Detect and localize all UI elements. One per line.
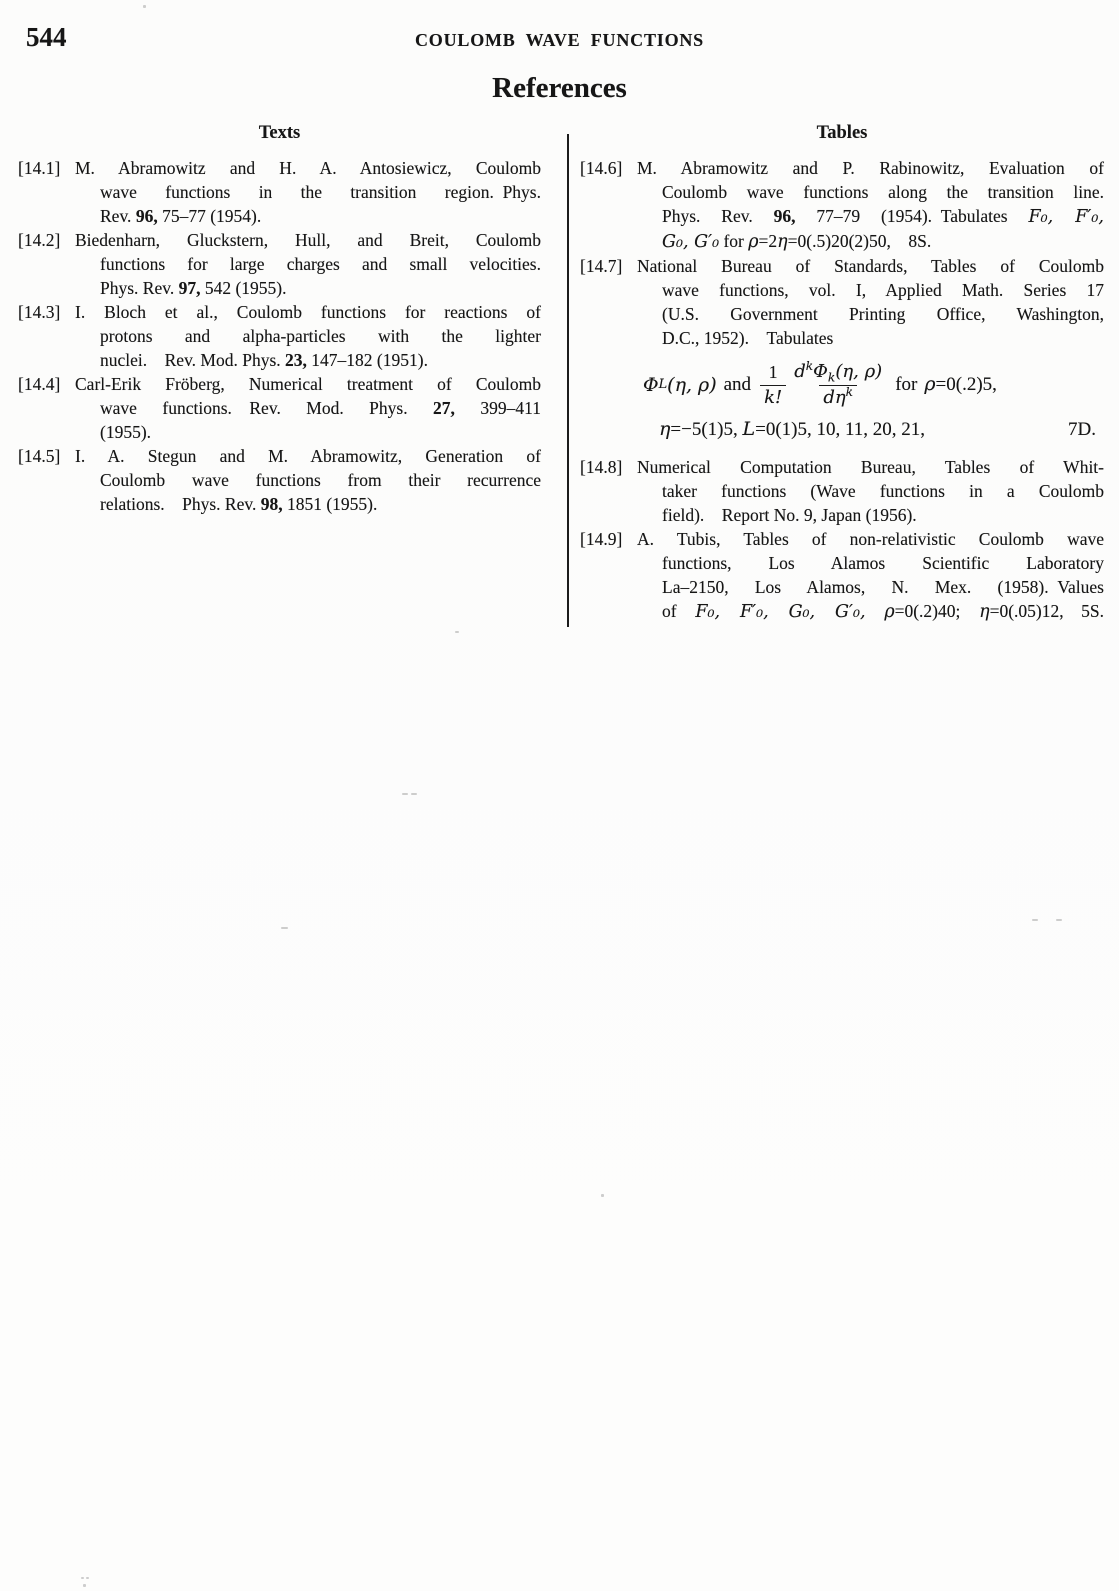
tables-column [580,122,1104,624]
scan-artifact [1056,919,1062,921]
reference-label: [14.7] [580,256,623,276]
equation-tabulated-functions: Φ L (η, ρ) and $\frac{1}{k!}$ $\frac{d^k\Phi_k(\eta, \rho)}{d\eta^k}$ for ρ=0(.2)5, [643,359,997,408]
reference-line [75,300,541,324]
text-segment: =0(.2)40; [894,601,980,622]
text-segment: Carl-Erik Fröberg, Numerical treatment of Coulomb [75,374,541,394]
text-segment: nuclei. Rev. Mod. Phys. [100,350,286,370]
scan-artifact [1032,919,1038,921]
reference-line [75,492,541,516]
reference-line [75,468,541,492]
reference-line [75,396,541,420]
reference-body [75,156,541,228]
text-segment: M. Abramowitz and H. A. Antosiewicz, Coulomb [75,158,541,178]
math-segment: F₀, F′₀, [1028,207,1104,227]
reference-14-7 [580,254,1104,443]
reference-line [75,444,541,468]
reference-14-1 [18,156,541,228]
math-symbol: d [794,361,806,382]
section-title: References [492,72,627,104]
reference-line [75,228,541,252]
reference-14-4 [18,372,541,444]
equation-parameter-ranges [659,416,1096,443]
scan-artifact [402,793,408,795]
math-segment: G₀, G′₀ [662,232,720,252]
text-segment: 542 (1955). [200,278,287,298]
tables-heading: Tables [816,123,868,143]
running-head: COULOMB WAVE FUNCTIONS [415,30,704,50]
text-segment: field). Report No. 9, Japan (1956). [662,505,917,526]
math-range [924,373,997,397]
math-superscript: k [805,359,814,373]
fraction-numerator: 1 [768,362,778,382]
scan-artifact [86,1577,89,1579]
reference-line [75,156,541,180]
reference-line [637,326,1104,350]
math-symbol-L: L [742,418,756,441]
math-arguments: (η, ρ) [667,373,717,396]
reference-line [637,204,1104,229]
reference-14-9 [580,527,1104,624]
reference-label: [14.5] [18,446,61,466]
text-segment: 75–77 (1954). [157,206,262,226]
reference-line [637,302,1104,326]
math-superscript: k [845,384,854,399]
math-segment: η [979,602,990,623]
text-segment: wave functions in the transition region. Phys. [100,182,541,202]
volume-number: 23, [285,350,307,370]
reference-label: [14.9] [580,529,623,550]
text-segment [866,601,885,621]
reference-line [75,372,541,396]
math-segment: ρ [884,602,895,623]
reference-label: [14.4] [18,374,61,394]
text-segment: wave functions. Rev. Mod. Phys. [100,398,434,418]
text-segment: Numerical Computation Bureau, Tables of Whit- [637,457,1104,478]
text-segment: D.C., 1952). Tabulates [662,328,834,348]
reference-body [75,372,541,444]
texts-column [18,122,541,516]
text-segment: of [662,601,696,622]
text-segment: functions for large charges and small velocities. [100,254,541,274]
fraction-denominator [819,385,857,409]
reference-body [75,444,541,516]
reference-line [637,254,1104,278]
reference-line [637,156,1104,180]
reference-label: [14.8] [580,457,623,478]
volume-number: 27, [433,398,455,418]
reference-line [637,527,1104,551]
math-symbol: dη [823,386,846,408]
reference-line [637,278,1104,302]
texts-heading: Texts [258,123,301,143]
volume-number: 97, [178,278,201,298]
fraction-derivative [790,359,886,408]
text-segment: =0(.5)20(2)50, 8S. [787,231,932,251]
volume-number: 96, [773,206,796,226]
math-symbol-phi: Φ [813,361,828,382]
reference-label: [14.3] [18,302,61,322]
reference-line [75,276,541,300]
text-segment: =2 [758,231,778,251]
math-segment: F₀, F′₀, G₀, G′₀, [695,602,866,623]
text-segment: wave functions, vol. I, Applied Math. Series 17 [662,280,1104,300]
text-segment: Phys. Rev. [100,278,179,298]
text-segment: =0(.05)12, 5S. [989,601,1104,622]
fraction-denominator: k! [760,385,786,409]
text-segment: I. A. Stegun and M. Abramowitz, Generation of [75,446,541,466]
text-segment: relations. Phys. Rev. [100,494,261,514]
math-symbol-rho: ρ [924,373,936,396]
scan-artifact [411,793,417,795]
text-segment: 77–79 (1954). Tabulates [795,206,1029,226]
reference-body [75,228,541,300]
reference-14-5 [18,444,541,516]
page-number: 544 [26,22,67,52]
reference-14-6 [580,156,1104,254]
reference-14-2 [18,228,541,300]
reference-label: [14.1] [18,158,61,178]
scan-artifact [601,1194,604,1197]
text-segment: National Bureau of Standards, Tables of Coulomb [637,256,1104,276]
reference-label: [14.2] [18,230,61,250]
text-segment: Coulomb wave functions along the transition line. [662,182,1104,202]
text-segment: =0(1)5, 10, 11, 20, 21, [755,419,926,441]
reference-body [637,455,1104,527]
reference-body [637,156,1104,254]
text-segment: =0(.2)5, [935,374,997,396]
reference-line [75,204,541,228]
text-segment: Biedenharn, Gluckstern, Hull, and Breit, Coulomb [75,230,541,250]
reference-line [637,575,1104,599]
reference-line [637,180,1104,204]
text-segment: 147–182 (1951). [306,350,428,370]
reference-line [75,180,541,204]
text-segment: and [723,373,752,395]
text-segment: Phys. Rev. [662,206,774,226]
reference-line [637,599,1104,624]
reference-line [75,420,541,444]
volume-number: 98, [260,494,283,514]
reference-body [637,254,1104,443]
text-segment: 1851 (1955). [282,494,378,514]
text-segment: for [719,231,749,251]
text-segment: functions, Los Alamos Scientific Laboratory [662,553,1104,574]
reference-line [637,503,1104,527]
reference-line [75,252,541,276]
text-segment: A. Tubis, Tables of non-relativistic Coulomb wave [637,529,1104,550]
scan-artifact [281,927,288,929]
text-segment: I. Bloch et al., Coulomb functions for reactions of [75,302,541,322]
math-symbol-phi: Φ [643,373,659,396]
text-segment: for [895,373,918,395]
precision-note: 7D. [1068,419,1096,441]
reference-line [637,479,1104,503]
column-divider [567,134,569,627]
reference-line [637,229,1104,254]
reference-line [75,324,541,348]
reference-line [637,551,1104,575]
volume-number: 96, [135,206,158,226]
math-segment: η [777,232,788,252]
scan-artifact [83,1584,86,1587]
scan-artifact [455,631,459,633]
reference-14-8 [580,455,1104,527]
math-segment: ρ [748,232,759,252]
text-segment: =−5(1)5, [670,419,743,441]
reference-label: [14.6] [580,158,623,178]
text-segment: (U.S. Government Printing Office, Washington, [662,304,1104,324]
math-range [659,416,925,443]
text-segment: Rev. [100,206,136,226]
reference-14-3 [18,300,541,372]
scan-artifact [143,5,146,8]
text-segment: Coulomb wave functions from their recurrence [100,470,541,490]
math-arguments: (η, ρ) [835,361,883,382]
reference-line [637,455,1104,479]
text-segment: La–2150, Los Alamos, N. Mex. (1958). Values [662,577,1104,598]
math-symbol-eta: η [659,418,671,441]
fraction-numerator [790,359,886,385]
reference-body [637,527,1104,624]
text-segment: M. Abramowitz and P. Rabinowitz, Evaluation of [637,158,1104,178]
text-segment: (1955). [100,422,152,442]
text-segment: taker functions (Wave functions in a Coulomb [662,481,1104,502]
text-segment: protons and alpha-particles with the lighter [100,326,541,346]
scan-artifact [81,1577,84,1579]
math-subscript: k [827,370,836,385]
reference-line [75,348,541,372]
text-segment: 399–411 [454,398,541,418]
fraction-one-over-k-factorial [760,362,786,408]
reference-body [75,300,541,372]
